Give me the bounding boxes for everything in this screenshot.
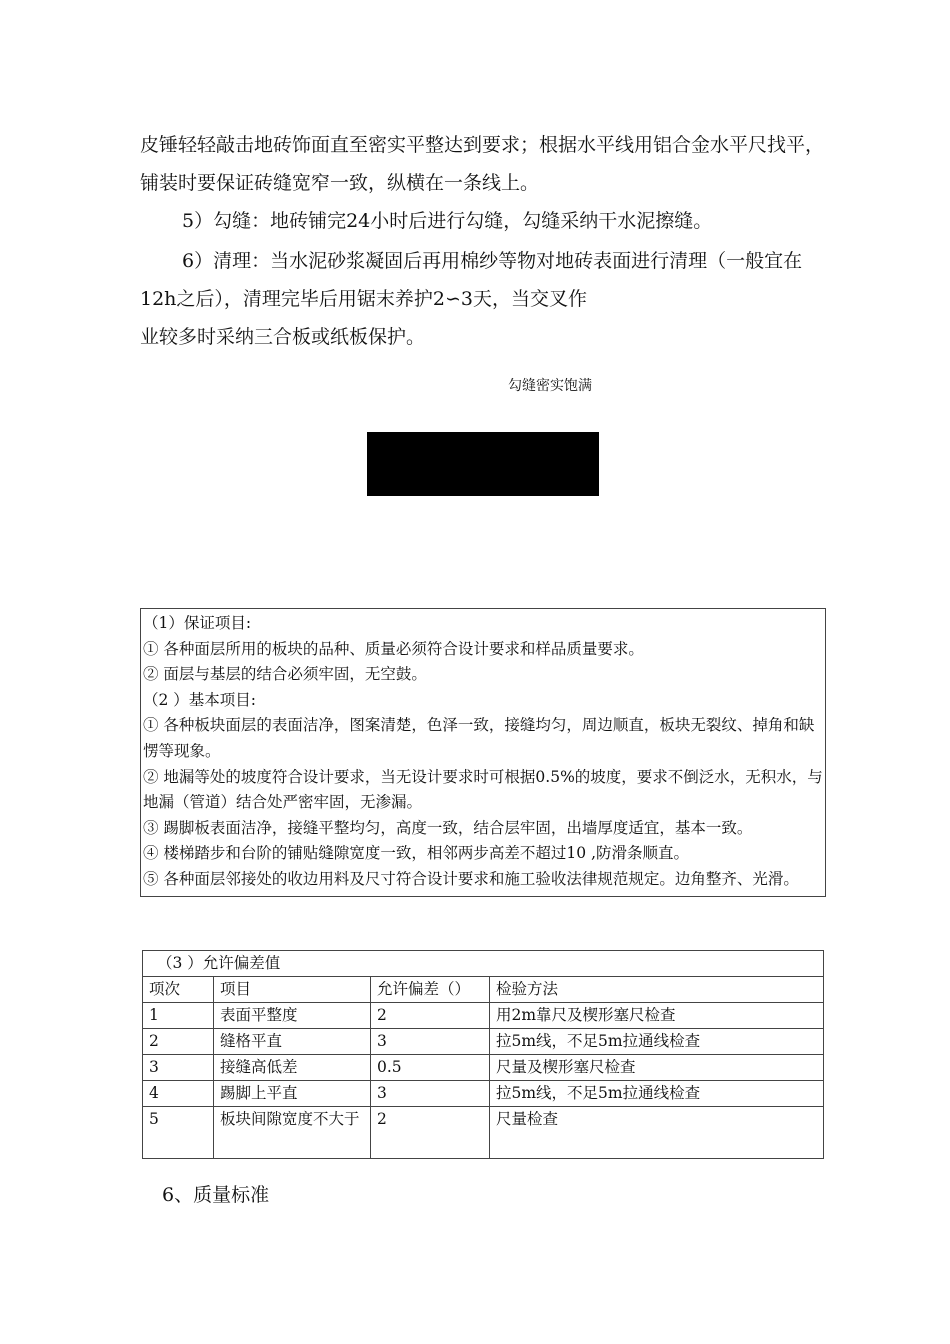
header-cell: 允许偏差（） [371,977,490,1003]
cleaning-text-line-1: 6）清理：当水泥砂浆凝固后再用棉纱等物对地砖表面进行清理（一般宜在12h之后），清理完毕后用锯末养护2∽3天，当交叉作 [140,250,803,310]
image-caption: 勾缝密实饱满 [508,378,592,394]
table-cell: 拉5m线，不足5m拉通线检查 [490,1029,824,1055]
table-cell: 尺量及楔形塞尺检查 [490,1055,824,1081]
table-cell: 缝格平直 [214,1029,371,1055]
table-title: （3 ）允许偏差值 [143,951,824,977]
table-cell: 接缝高低差 [214,1055,371,1081]
table-cell: 0.5 [371,1055,490,1081]
section-heading: 6、质量标准 [162,1184,270,1206]
header-cell: 项目 [214,977,371,1003]
cleaning-text-line-2: 业较多时采纳三合板或纸板保护。 [140,326,426,348]
table-cell: 3 [143,1055,214,1081]
table-cell: 4 [143,1081,214,1107]
table-row [143,1003,824,1029]
quality-line: ② 面层与基层的结合必须牢固，无空鼓。 [143,665,427,684]
table-cell: 2 [371,1107,490,1159]
table-header-row [143,977,824,1003]
quality-line: ③ 踢脚板表面洁净，接缝平整均匀，高度一致，结合层牢固，出墙厚度适宜，基本一致。 [143,818,753,837]
quality-line: ④ 楼梯踏步和台阶的铺贴缝隙宽度一致，相邻两步高差不超过10 ,防滑条顺直。 [143,844,690,863]
quality-items-box [140,608,826,897]
body-paragraph-grouting: 5）勾缝：地砖铺完24小时后进行勾缝，勾缝采纳干水泥擦缝。 [182,210,713,232]
table-cell: 5 [143,1107,214,1159]
table-row [143,1107,824,1159]
quality-line: ① 各种板块面层的表面洁净，图案清楚，色泽一致，接缝均匀，周边顺直，板块无裂纹、掉角和缺愣等现象。 [143,716,815,760]
grout-photo [367,432,599,496]
quality-line: （1）保证项目: [143,614,252,632]
table-cell: 3 [371,1029,490,1055]
table-cell: 2 [143,1029,214,1055]
table-row [143,1055,824,1081]
table-cell: 1 [143,1003,214,1029]
quality-line: ② 地漏等处的坡度符合设计要求，当无设计要求时可根据0.5%的坡度，要求不倒泛水，无积水，与地漏（管道）结合处严密牢固，无渗漏。 [143,767,823,812]
quality-line: （2 ）基本项目: [143,690,257,709]
table-cell: 表面平整度 [214,1003,371,1029]
table-cell: 2 [371,1003,490,1029]
body-paragraph-cleaning [140,242,830,356]
table-cell: 3 [371,1081,490,1107]
body-paragraph-1: 皮锤轻轻敲击地砖饰面直至密实平整达到要求；根据水平线用铝合金水平尺找平，铺装时要保证砖缝宽窄一致，纵横在一条线上。 [140,134,825,194]
tolerance-table [142,950,824,1159]
quality-line: ① 各种面层所用的板块的品种、质量必须符合设计要求和样品质量要求。 [143,639,644,658]
quality-line: ⑤ 各种面层邻接处的收边用料及尺寸符合设计要求和施工验收法律规范规定。边角整齐、光滑。 [143,869,799,888]
header-cell: 项次 [143,977,214,1003]
table-row [143,1081,824,1107]
table-cell: 尺量检查 [490,1107,824,1159]
table-cell: 踢脚上平直 [214,1081,371,1107]
table-cell: 用2m靠尺及楔形塞尺检查 [490,1003,824,1029]
table-cell: 板块间隙宽度不大于 [214,1107,371,1159]
table-title-row [143,951,824,977]
table-row [143,1029,824,1055]
table-cell: 拉5m线，不足5m拉通线检查 [490,1081,824,1107]
header-cell: 检验方法 [490,977,824,1003]
